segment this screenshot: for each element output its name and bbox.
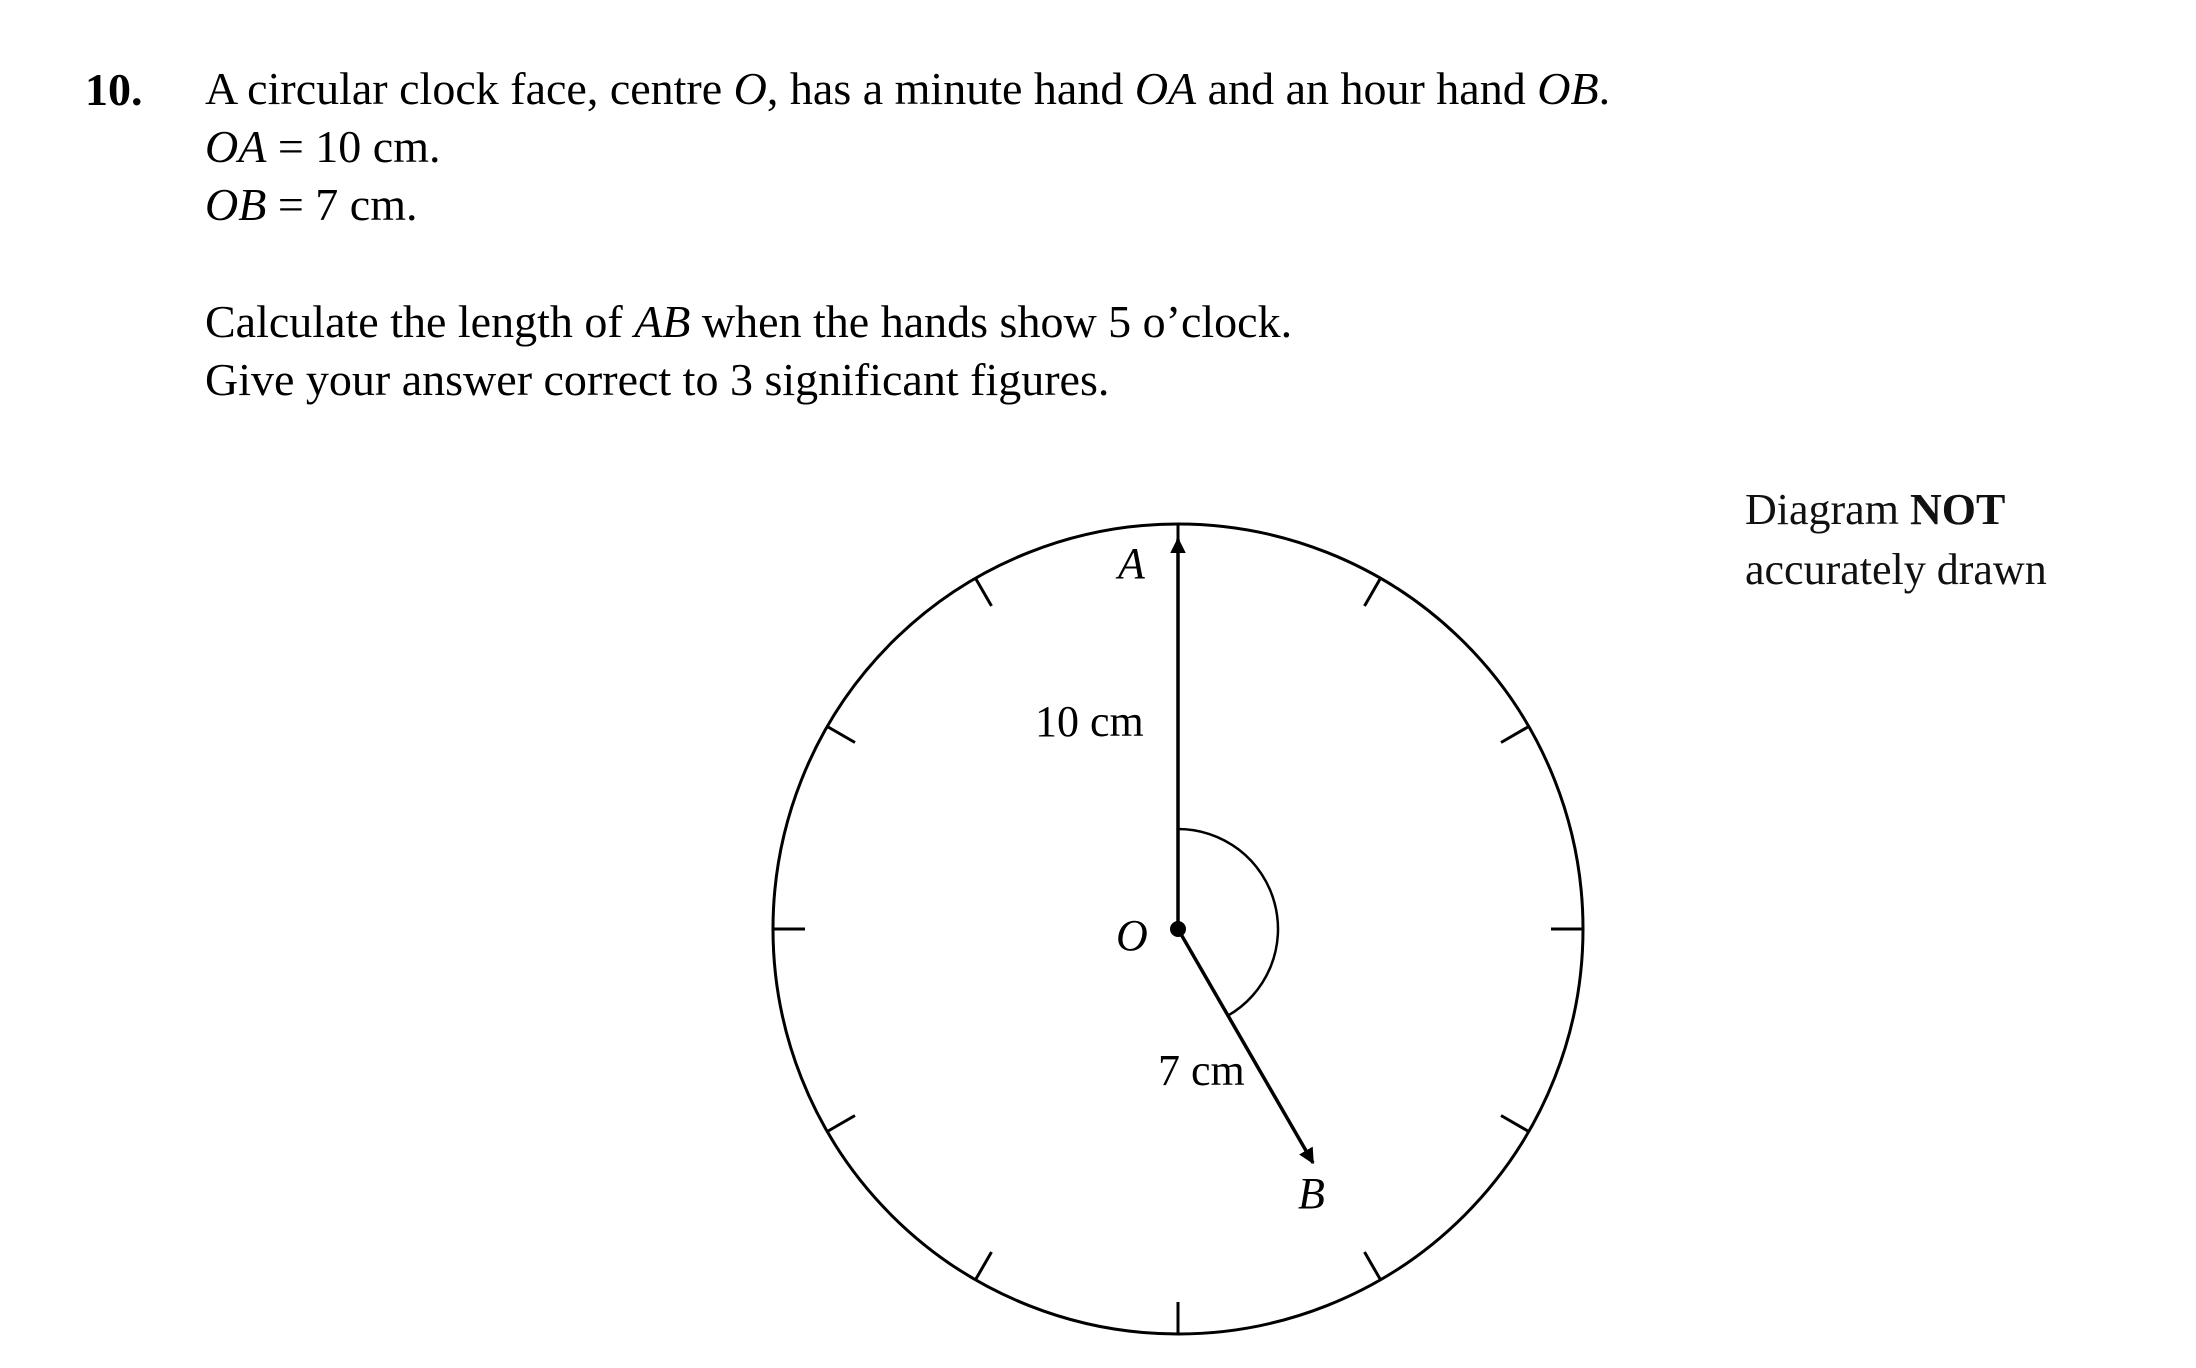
hour-tick [827, 1116, 855, 1132]
hour-tick [827, 727, 855, 743]
label-o: O [1116, 911, 1148, 960]
question-line-task: Calculate the length of AB when the hands show 5 o’clock. [205, 296, 1293, 347]
label-b: B [1298, 1169, 1325, 1218]
question-line-precision: Give your answer correct to 3 significant figures. [205, 354, 1110, 405]
question-line-1: A circular clock face, centre O, has a minute hand OA and an hour hand OB. [205, 63, 1611, 114]
hour-tick [1365, 578, 1381, 606]
label-ob-length: 7 cm [1158, 1046, 1245, 1095]
diagram-note: Diagram NOT accurately drawn [1745, 485, 2047, 594]
angle-arc [1178, 829, 1278, 1016]
hour-tick [1501, 727, 1529, 743]
hour-tick [1501, 1116, 1529, 1132]
hour-tick [976, 578, 992, 606]
label-oa-length: 10 cm [1035, 697, 1144, 746]
centre-point [1170, 921, 1186, 937]
question-line-oa: OA = 10 cm. [205, 121, 441, 172]
hour-tick [976, 1252, 992, 1280]
question-number: 10. [85, 64, 143, 115]
hour-tick [1365, 1252, 1381, 1280]
question-line-ob: OB = 7 cm. [205, 179, 418, 230]
label-a: A [1118, 539, 1145, 588]
